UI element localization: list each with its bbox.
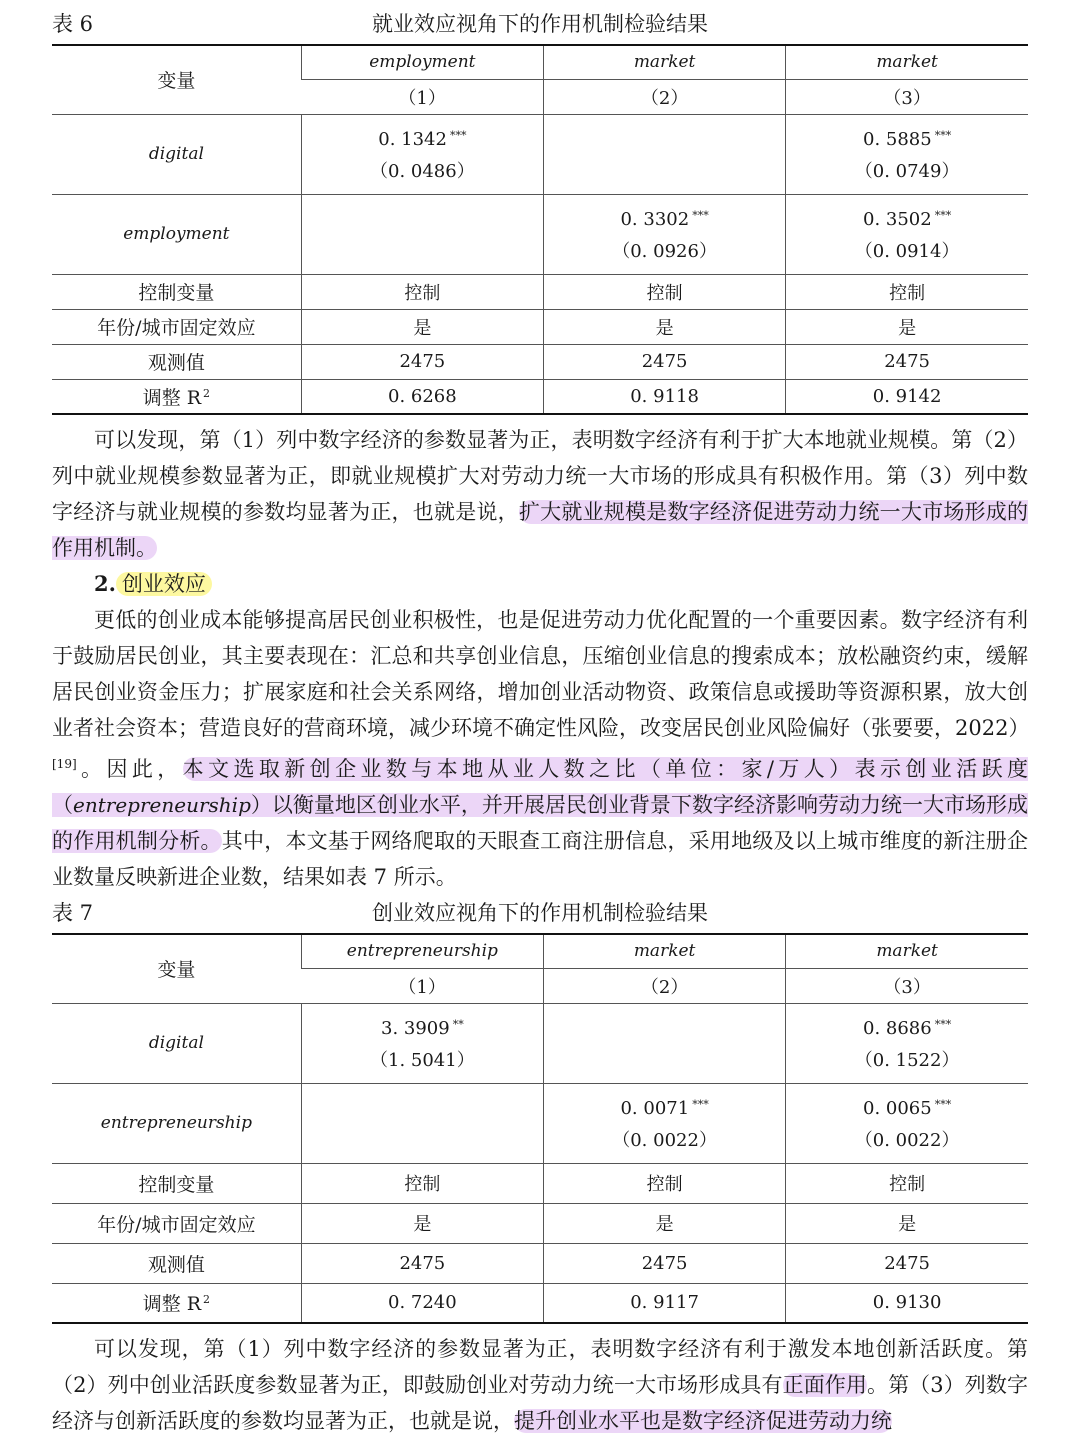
paragraph-text: 更低的创业成本能够提高居民创业积极性，也是促进劳动力优化配置的一个重要因素。数字经济有利于鼓励居民创业，其主要表现在：汇总和共享创业信息，压缩创业信息的搜索成本；放松融资约束，缓解居民创业资金压力；扩展家庭和社会关系网络，增加创业活动物资、政策信息或援助等资源积累，放大创业者社会资本；营造良好的营商环境，减少环境不确定性风险，改变居民创业风险偏好（张要要，2022） xyxy=(52,608,1030,740)
var-header: 变量 xyxy=(52,45,301,114)
citation-ref: [19] xyxy=(52,757,77,771)
table-row xyxy=(52,309,1028,344)
dep-var-2: market xyxy=(543,934,785,968)
table-row xyxy=(52,1203,1028,1243)
table-cell: 是 xyxy=(786,1203,1028,1243)
table-cell: 0. 9130 xyxy=(786,1283,1028,1323)
r2-superscript: 2 xyxy=(203,1293,211,1307)
paragraph-text: 其中，本文基于网络爬取的天眼查工商注册信息，采用地级及以上城市维度的新注册企业数量反映新进企业数，结果如表 7 所示。 xyxy=(52,829,1029,889)
significance-stars: *** xyxy=(934,209,952,222)
table-row xyxy=(52,934,1028,968)
std-error: （0. 0926） xyxy=(612,241,717,262)
table7-caption xyxy=(52,895,1028,931)
table-row xyxy=(52,1163,1028,1203)
coef-cell xyxy=(301,1003,543,1083)
row-label-observations: 观测值 xyxy=(52,344,301,379)
r2-superscript: 2 xyxy=(203,386,211,400)
paragraph-text: 。第（3）列数字经济与创新活跃度的参数均显著为正，也就是说， xyxy=(52,1373,1028,1433)
table-cell: 0. 9117 xyxy=(543,1283,785,1323)
table-cell: 2475 xyxy=(786,344,1028,379)
var-header: 变量 xyxy=(52,934,301,1003)
paragraph-entrepreneurship-result xyxy=(52,1331,1028,1439)
table-row xyxy=(52,1003,1028,1083)
significance-stars: *** xyxy=(934,129,952,142)
row-label-digital: digital xyxy=(52,114,301,194)
col-number-3: （3） xyxy=(786,79,1028,114)
table-cell: 2475 xyxy=(786,1243,1028,1283)
paragraph-text: 可以发现，第（1）列中数字经济的参数显著为正，表明数字经济有利于激发本地创新活跃度。第（2）列中创业活跃度参数显著为正，即鼓励创业对劳动力统一大市场形成具有 xyxy=(52,1337,1028,1397)
coef-value: 0. 0071 xyxy=(620,1098,690,1119)
row-label-observations: 观测值 xyxy=(52,1243,301,1283)
std-error: （0. 0749） xyxy=(854,161,960,182)
coef-cell xyxy=(786,114,1028,194)
significance-stars: ** xyxy=(452,1018,464,1031)
section-title: 创业效应 xyxy=(116,572,212,596)
coef-value: 3. 3909 xyxy=(381,1018,450,1039)
table-cell: 是 xyxy=(301,1203,543,1243)
paragraph-entrepreneurship xyxy=(52,602,1028,895)
table-cell: 0. 6268 xyxy=(301,379,543,414)
table-cell: 2475 xyxy=(301,1243,543,1283)
significance-stars: *** xyxy=(692,1098,709,1111)
row-label-mechanism: entrepreneurship xyxy=(52,1083,301,1163)
row-label-fixed-effects: 年份/城市固定效应 xyxy=(52,309,301,344)
table-cell: 控制 xyxy=(543,1163,785,1203)
coef-cell xyxy=(786,1003,1028,1083)
col-number-3: （3） xyxy=(786,968,1028,1003)
table7 xyxy=(52,933,1028,1324)
dep-var-3: market xyxy=(786,934,1028,968)
table-row xyxy=(52,1083,1028,1163)
col-number-2: （2） xyxy=(543,79,785,114)
empty-cell xyxy=(543,114,785,194)
table-cell: 0. 9142 xyxy=(786,379,1028,414)
table-row xyxy=(52,1243,1028,1283)
table7-title: 创业效应视角下的作用机制检验结果 xyxy=(372,901,708,925)
table-cell: 控制 xyxy=(301,274,543,309)
table7-number: 表 7 xyxy=(52,901,94,925)
coef-value: 0. 8686 xyxy=(863,1018,932,1039)
paragraph-employment-result xyxy=(52,422,1028,566)
table-cell: 控制 xyxy=(786,1163,1028,1203)
coef-value: 0. 0065 xyxy=(863,1098,932,1119)
paragraph-text: 可以发现，第（1）列中数字经济的参数显著为正，表明数字经济有利于扩大本地就业规模。第（2）列中就业规模参数显著为正，即就业规模扩大对劳动力统一大市场的形成具有积极作用。第（3）列中数字经济与就业规模的参数均显著为正，也就是说， xyxy=(52,428,1028,524)
table6-title: 就业效应视角下的作用机制检验结果 xyxy=(372,12,708,36)
significance-stars: *** xyxy=(934,1018,952,1031)
table-row xyxy=(52,344,1028,379)
section-number: 2. xyxy=(94,571,116,596)
coef-value: 0. 3302 xyxy=(620,209,690,230)
table6 xyxy=(52,44,1028,415)
table-cell: 2475 xyxy=(543,1243,785,1283)
coef-value: 0. 5885 xyxy=(863,129,932,150)
row-label-digital: digital xyxy=(52,1003,301,1083)
coef-cell xyxy=(786,1083,1028,1163)
row-label-adj-r2 xyxy=(52,1283,301,1323)
empty-cell xyxy=(301,194,543,274)
std-error: （1. 5041） xyxy=(370,1050,475,1071)
empty-cell xyxy=(301,1083,543,1163)
table-cell: 2475 xyxy=(301,344,543,379)
table-row xyxy=(52,45,1028,79)
section-heading xyxy=(52,566,1028,602)
table-cell: 是 xyxy=(543,309,785,344)
dep-var-2: market xyxy=(543,45,785,79)
std-error: （0. 1522） xyxy=(854,1050,960,1071)
std-error: （0. 0022） xyxy=(612,1130,717,1151)
col-number-1: （1） xyxy=(301,79,543,114)
std-error: （0. 0486） xyxy=(370,161,475,182)
table-row xyxy=(52,114,1028,194)
table-row xyxy=(52,1283,1028,1323)
dep-var-1: entrepreneurship xyxy=(301,934,543,968)
dep-var-1: employment xyxy=(301,45,543,79)
table-cell: 是 xyxy=(786,309,1028,344)
table-cell: 是 xyxy=(301,309,543,344)
significance-stars: *** xyxy=(449,129,467,142)
std-error: （0. 0022） xyxy=(854,1130,960,1151)
variable-name: entrepreneurship xyxy=(73,793,251,817)
r2-label: 调整 R xyxy=(142,386,202,409)
empty-cell xyxy=(543,1003,785,1083)
col-number-1: （1） xyxy=(301,968,543,1003)
table-row xyxy=(52,194,1028,274)
table-row xyxy=(52,379,1028,414)
table-cell: 控制 xyxy=(786,274,1028,309)
coef-cell xyxy=(786,194,1028,274)
highlighted-text-part: ）以衡量地区创业水平，并开展居民创业背景下数字经济影响劳动力统一大市场形成的作用机制分析。 xyxy=(52,793,1029,853)
row-label-mechanism: employment xyxy=(52,194,301,274)
highlighted-text: 正面作用 xyxy=(782,1373,867,1397)
row-label-adj-r2 xyxy=(52,379,301,414)
significance-stars: *** xyxy=(692,209,709,222)
paper-page xyxy=(52,0,1028,1439)
table6-caption xyxy=(52,6,1028,42)
dep-var-3: market xyxy=(786,45,1028,79)
col-number-2: （2） xyxy=(543,968,785,1003)
row-label-control: 控制变量 xyxy=(52,274,301,309)
coef-value: 0. 1342 xyxy=(378,129,447,150)
row-label-control: 控制变量 xyxy=(52,1163,301,1203)
table-cell: 是 xyxy=(543,1203,785,1243)
highlighted-text: 扩大就业规模是数字经济促进劳动力统一大市场形成的作用机制。 xyxy=(52,500,1028,560)
coef-cell xyxy=(543,194,785,274)
coef-value: 0. 3502 xyxy=(863,209,932,230)
highlighted-text-part: 本文选取新创企业数与本地从业人数之比（单位：家/万人）表示创业活跃度（ xyxy=(52,757,1028,817)
row-label-fixed-effects: 年份/城市固定效应 xyxy=(52,1203,301,1243)
table6-number: 表 6 xyxy=(52,12,94,36)
table-cell: 0. 9118 xyxy=(543,379,785,414)
highlighted-text: 提升创业水平也是数字经济促进劳动力统 xyxy=(514,1409,892,1433)
coef-cell xyxy=(543,1083,785,1163)
r2-label: 调整 R xyxy=(142,1293,202,1316)
table-cell: 2475 xyxy=(543,344,785,379)
table-cell: 控制 xyxy=(543,274,785,309)
table-cell: 0. 7240 xyxy=(301,1283,543,1323)
std-error: （0. 0914） xyxy=(854,241,960,262)
coef-cell xyxy=(301,114,543,194)
table-row xyxy=(52,274,1028,309)
significance-stars: *** xyxy=(934,1098,952,1111)
paragraph-text: 。因此， xyxy=(76,757,183,781)
table-cell: 控制 xyxy=(301,1163,543,1203)
